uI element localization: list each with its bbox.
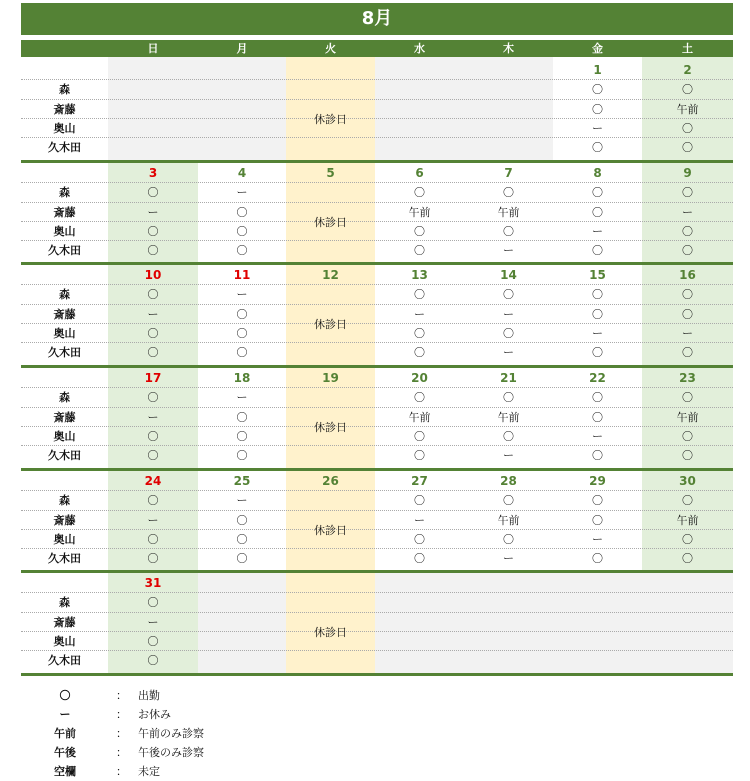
legend-symbol: 空欄 <box>54 765 76 778</box>
day-number: 4 <box>237 166 247 180</box>
shift-cell: 午前 <box>676 411 699 424</box>
staff-name: 久木田 <box>48 552 81 565</box>
staff-name: 奥山 <box>53 430 76 443</box>
shift-cell: 午前 <box>497 514 520 527</box>
shift-cell: ー <box>147 514 159 527</box>
shift-cell: ー <box>592 122 603 135</box>
shift-cell: 午前 <box>497 206 520 219</box>
legend-symbol: 午後 <box>54 746 76 759</box>
staff-name: 森 <box>59 288 70 301</box>
day-column <box>108 57 198 160</box>
staff-name: 奥山 <box>53 122 76 135</box>
shift-cell: 〇 <box>147 449 159 462</box>
shift-cell: ー <box>147 308 159 321</box>
shift-cell: 〇 <box>236 206 248 219</box>
shift-cell: 〇 <box>682 83 693 96</box>
shift-cell: ー <box>592 327 603 340</box>
shift-cell: 〇 <box>592 346 603 359</box>
shift-cell: 〇 <box>414 327 425 340</box>
day-column <box>642 570 733 673</box>
day-number: 5 <box>326 166 335 180</box>
shift-cell: ー <box>503 346 514 359</box>
shift-cell: 〇 <box>414 533 425 546</box>
shift-cell: 〇 <box>592 552 603 565</box>
shift-cell: 〇 <box>414 244 425 257</box>
shift-cell: 〇 <box>414 346 425 359</box>
staff-name: 斎藤 <box>53 514 76 527</box>
staff-name: 森 <box>59 596 70 609</box>
shift-cell: 〇 <box>592 186 603 199</box>
shift-cell: 〇 <box>147 288 159 301</box>
shift-cell: 〇 <box>236 449 248 462</box>
weekday-header-cell: 水 <box>414 42 425 55</box>
shift-cell: 〇 <box>592 391 603 404</box>
shift-cell: 〇 <box>236 225 248 238</box>
shift-cell: 〇 <box>592 206 603 219</box>
shift-cell: 〇 <box>503 225 514 238</box>
shift-cell: ー <box>414 308 425 321</box>
shift-cell: 〇 <box>503 494 514 507</box>
legend-symbol: 午前 <box>54 727 76 740</box>
shift-cell: 〇 <box>147 430 159 443</box>
shift-cell: 〇 <box>503 430 514 443</box>
staff-name: 森 <box>59 391 70 404</box>
day-column <box>464 570 553 673</box>
shift-cell: 〇 <box>682 288 693 301</box>
shift-cell: 〇 <box>236 514 248 527</box>
legend-description: 未定 <box>138 765 160 778</box>
day-number: 18 <box>233 371 251 385</box>
shift-cell: 〇 <box>592 103 603 116</box>
shift-cell: 〇 <box>682 552 693 565</box>
shift-cell: 〇 <box>147 186 159 199</box>
day-number: 13 <box>411 268 428 282</box>
shift-cell: 〇 <box>414 186 425 199</box>
shift-cell: 〇 <box>682 122 693 135</box>
day-column <box>286 570 375 673</box>
shift-cell: 〇 <box>414 430 425 443</box>
day-number: 3 <box>148 166 158 180</box>
shift-cell: 〇 <box>147 391 159 404</box>
day-number: 10 <box>144 268 162 282</box>
week-block <box>21 468 733 571</box>
shift-cell: 〇 <box>682 308 693 321</box>
day-number: 8 <box>593 166 602 180</box>
shift-cell: 〇 <box>414 552 425 565</box>
shift-cell: 〇 <box>592 141 603 154</box>
weekday-header-cell: 木 <box>503 42 514 55</box>
shift-cell: ー <box>236 494 248 507</box>
day-number: 19 <box>322 371 339 385</box>
shift-cell: 〇 <box>682 391 693 404</box>
day-column <box>286 57 375 160</box>
shift-cell: 〇 <box>414 449 425 462</box>
month-title: 8月 <box>21 3 733 35</box>
day-number: 16 <box>679 268 696 282</box>
day-column <box>375 57 464 160</box>
day-number: 24 <box>144 474 162 488</box>
shift-cell: 〇 <box>147 635 159 648</box>
shift-cell: 〇 <box>236 346 248 359</box>
shift-cell: 〇 <box>592 514 603 527</box>
closed-day-label: 休診日 <box>314 216 347 229</box>
staff-name: 久木田 <box>48 244 81 257</box>
shift-cell: 〇 <box>147 327 159 340</box>
legend-description: 午後のみ診察 <box>138 746 204 759</box>
day-column <box>375 570 464 673</box>
shift-cell: 〇 <box>503 288 514 301</box>
shift-cell: 〇 <box>503 391 514 404</box>
staff-name: 森 <box>59 186 70 199</box>
day-number: 27 <box>411 474 428 488</box>
shift-cell: 〇 <box>682 533 693 546</box>
shift-cell: 〇 <box>147 552 159 565</box>
staff-name: 斎藤 <box>53 206 76 219</box>
legend-symbol: ー <box>59 708 71 721</box>
day-number: 26 <box>322 474 339 488</box>
week-block <box>21 570 733 673</box>
day-number: 6 <box>415 166 424 180</box>
shift-cell: 〇 <box>414 288 425 301</box>
shift-cell: 〇 <box>503 533 514 546</box>
day-column <box>464 57 553 160</box>
day-number: 21 <box>500 371 517 385</box>
day-number: 22 <box>589 371 606 385</box>
day-number: 17 <box>144 371 162 385</box>
shift-cell: 〇 <box>503 327 514 340</box>
shift-cell: 〇 <box>147 244 159 257</box>
shift-cell: 〇 <box>682 225 693 238</box>
shift-cell: 〇 <box>147 225 159 238</box>
shift-cell: 〇 <box>682 141 693 154</box>
weekday-header-cell: 土 <box>682 42 693 55</box>
weekday-header-cell: 火 <box>325 42 336 55</box>
closed-day-label: 休診日 <box>314 318 347 331</box>
staff-name: 森 <box>59 83 70 96</box>
legend-colon: ： <box>116 708 127 721</box>
day-number: 2 <box>683 63 692 77</box>
legend-description: お休み <box>138 708 171 721</box>
shift-cell: 〇 <box>147 533 159 546</box>
staff-name: 久木田 <box>48 346 81 359</box>
staff-name: 森 <box>59 494 70 507</box>
day-number: 14 <box>500 268 517 282</box>
day-number: 15 <box>589 268 606 282</box>
shift-cell: 〇 <box>592 308 603 321</box>
shift-cell: ー <box>503 552 514 565</box>
shift-cell: 〇 <box>682 346 693 359</box>
shift-cell: ー <box>147 411 159 424</box>
legend-description: 出勤 <box>138 689 160 702</box>
shift-cell: 〇 <box>147 346 159 359</box>
shift-cell: ー <box>592 430 603 443</box>
legend-description: 午前のみ診察 <box>138 727 204 740</box>
weekday-header-cell: 日 <box>147 42 159 55</box>
shift-cell: 午前 <box>497 411 520 424</box>
staff-name: 奥山 <box>53 225 76 238</box>
shift-cell: ー <box>592 225 603 238</box>
day-number: 12 <box>322 268 339 282</box>
shift-cell: ー <box>236 391 248 404</box>
day-column <box>198 570 286 673</box>
day-number: 31 <box>144 576 162 590</box>
shift-cell: 午前 <box>676 514 699 527</box>
weekday-header-cell: 月 <box>236 42 248 55</box>
staff-name: 奥山 <box>53 635 76 648</box>
shift-cell: 〇 <box>236 327 248 340</box>
shift-cell: ー <box>147 206 159 219</box>
shift-cell: 〇 <box>236 430 248 443</box>
staff-name: 斎藤 <box>53 411 76 424</box>
staff-name: 斎藤 <box>53 103 76 116</box>
shift-cell: 午前 <box>408 411 431 424</box>
shift-cell: 〇 <box>682 244 693 257</box>
day-column <box>198 57 286 160</box>
day-number: 20 <box>411 371 428 385</box>
shift-cell: 〇 <box>236 308 248 321</box>
shift-cell: 〇 <box>592 83 603 96</box>
shift-cell: 〇 <box>414 494 425 507</box>
shift-cell: 〇 <box>236 552 248 565</box>
shift-cell: 〇 <box>592 494 603 507</box>
day-column <box>553 570 642 673</box>
staff-name: 久木田 <box>48 654 81 667</box>
day-number: 1 <box>593 63 602 77</box>
day-number: 30 <box>679 474 696 488</box>
shift-cell: ー <box>503 244 514 257</box>
legend-colon: ： <box>116 727 127 740</box>
shift-cell: ー <box>236 186 248 199</box>
shift-cell: ー <box>414 514 425 527</box>
closed-day-label: 休診日 <box>314 421 347 434</box>
legend-symbol: 〇 <box>59 689 71 702</box>
shift-cell: 〇 <box>682 430 693 443</box>
shift-cell: 〇 <box>682 449 693 462</box>
staff-name: 奥山 <box>53 533 76 546</box>
staff-name: 斎藤 <box>53 616 76 629</box>
day-number: 28 <box>500 474 517 488</box>
shift-cell: 〇 <box>592 288 603 301</box>
shift-cell: 〇 <box>592 244 603 257</box>
day-number: 25 <box>233 474 251 488</box>
closed-day-label: 休診日 <box>314 524 347 537</box>
legend-colon: ： <box>116 746 127 759</box>
staff-name: 久木田 <box>48 449 81 462</box>
closed-day-label: 休診日 <box>314 626 347 639</box>
shift-cell: 〇 <box>682 186 693 199</box>
shift-cell: 〇 <box>147 654 159 667</box>
shift-cell: ー <box>682 327 693 340</box>
day-number: 7 <box>504 166 513 180</box>
shift-cell: 〇 <box>236 533 248 546</box>
shift-cell: 〇 <box>503 186 514 199</box>
closed-day-label: 休診日 <box>314 113 347 126</box>
week-block <box>21 365 733 468</box>
calendar-bottom-border <box>21 673 733 676</box>
shift-cell: ー <box>503 308 514 321</box>
week-block <box>21 57 733 160</box>
shift-cell: ー <box>592 533 603 546</box>
shift-cell: ー <box>147 616 159 629</box>
legend-colon: ： <box>116 765 127 778</box>
day-number: 23 <box>679 371 696 385</box>
shift-cell: 〇 <box>147 596 159 609</box>
staff-name: 斎藤 <box>53 308 76 321</box>
shift-cell: 午前 <box>408 206 431 219</box>
day-number: 9 <box>683 166 692 180</box>
staff-name: 久木田 <box>48 141 81 154</box>
legend-colon: ： <box>116 689 127 702</box>
shift-cell: ー <box>236 288 248 301</box>
shift-cell: 午前 <box>676 103 699 116</box>
shift-cell: 〇 <box>236 244 248 257</box>
shift-cell: ー <box>682 206 693 219</box>
shift-cell: 〇 <box>592 411 603 424</box>
staff-name: 奥山 <box>53 327 76 340</box>
weekday-header <box>21 40 733 57</box>
weekday-header-cell: 金 <box>592 42 603 55</box>
day-number: 11 <box>233 268 251 282</box>
day-number: 29 <box>589 474 606 488</box>
week-block <box>21 262 733 365</box>
week-block <box>21 160 733 263</box>
shift-cell: 〇 <box>414 225 425 238</box>
shift-cell: 〇 <box>147 494 159 507</box>
shift-cell: 〇 <box>592 449 603 462</box>
shift-cell: 〇 <box>682 494 693 507</box>
shift-cell: 〇 <box>236 411 248 424</box>
shift-cell: ー <box>503 449 514 462</box>
shift-cell: 〇 <box>414 391 425 404</box>
